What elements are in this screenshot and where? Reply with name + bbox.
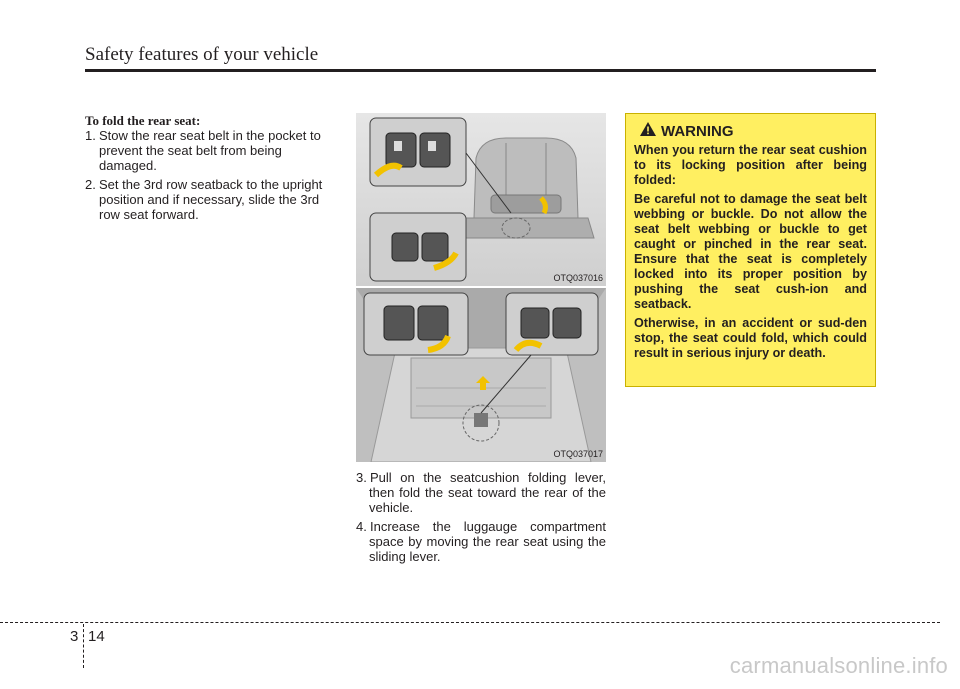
step-text: Set the 3rd row seatback to the upright position and if necessary, slide the 3rd row seat forward. (99, 177, 323, 222)
seat-illustration-2 (356, 288, 606, 462)
chapter-number: 3 (70, 628, 79, 645)
figure-code: OTQ037017 (553, 449, 603, 459)
step-number: 1. (85, 128, 96, 143)
section-subheading: To fold the rear seat: (85, 113, 201, 128)
header-rule (85, 69, 876, 72)
warning-paragraph: When you return the rear seat cushion to its locking position after being folded: (634, 143, 867, 187)
warning-box (625, 113, 876, 387)
step-item (356, 519, 606, 564)
step-number: 3. (356, 470, 367, 485)
figure-seat-belt-stow (356, 113, 606, 286)
step-text: Stow the rear seat belt in the pocket to prevent the seat belt from being damaged. (99, 128, 321, 173)
figure-seat-lever (356, 288, 606, 462)
warning-header (640, 122, 867, 141)
steps-list (85, 128, 337, 222)
warning-title: WARNING (661, 123, 734, 140)
figure-code: OTQ037016 (553, 273, 603, 283)
warning-paragraph: Otherwise, in an accident or sud-den stop, the seat could fold, which could result in serious injury or death. (634, 316, 867, 360)
seat-illustration-1 (356, 113, 606, 286)
page-number: 14 (88, 628, 105, 645)
step-number: 2. (85, 177, 96, 192)
page-header-title: Safety features of your vehicle (85, 44, 319, 65)
page-number-separator (83, 624, 84, 668)
steps-list (356, 470, 606, 564)
footer-rule (0, 622, 940, 623)
step-text: Increase the luggauge compartment space by moving the rear seat using the sliding lever. (369, 519, 606, 564)
step-item (85, 177, 337, 222)
middle-column (356, 470, 606, 568)
left-column (85, 113, 337, 226)
step-item (85, 128, 337, 173)
warning-paragraph: Be careful not to damage the seat belt webbing or buckle. Do not allow the seat belt webbing or buckle to get caught or pinched in the rear seat. Ensure that the seat is completely locked into its proper position by pushing the seat cush-ion and seatback. (634, 192, 867, 311)
step-text: Pull on the seatcushion folding lever, then fold the seat toward the rear of the vehicle. (369, 470, 606, 515)
step-item (356, 470, 606, 515)
warning-triangle-icon (640, 122, 656, 141)
step-number: 4. (356, 519, 367, 534)
watermark: carmanualsonline.info (729, 653, 948, 678)
